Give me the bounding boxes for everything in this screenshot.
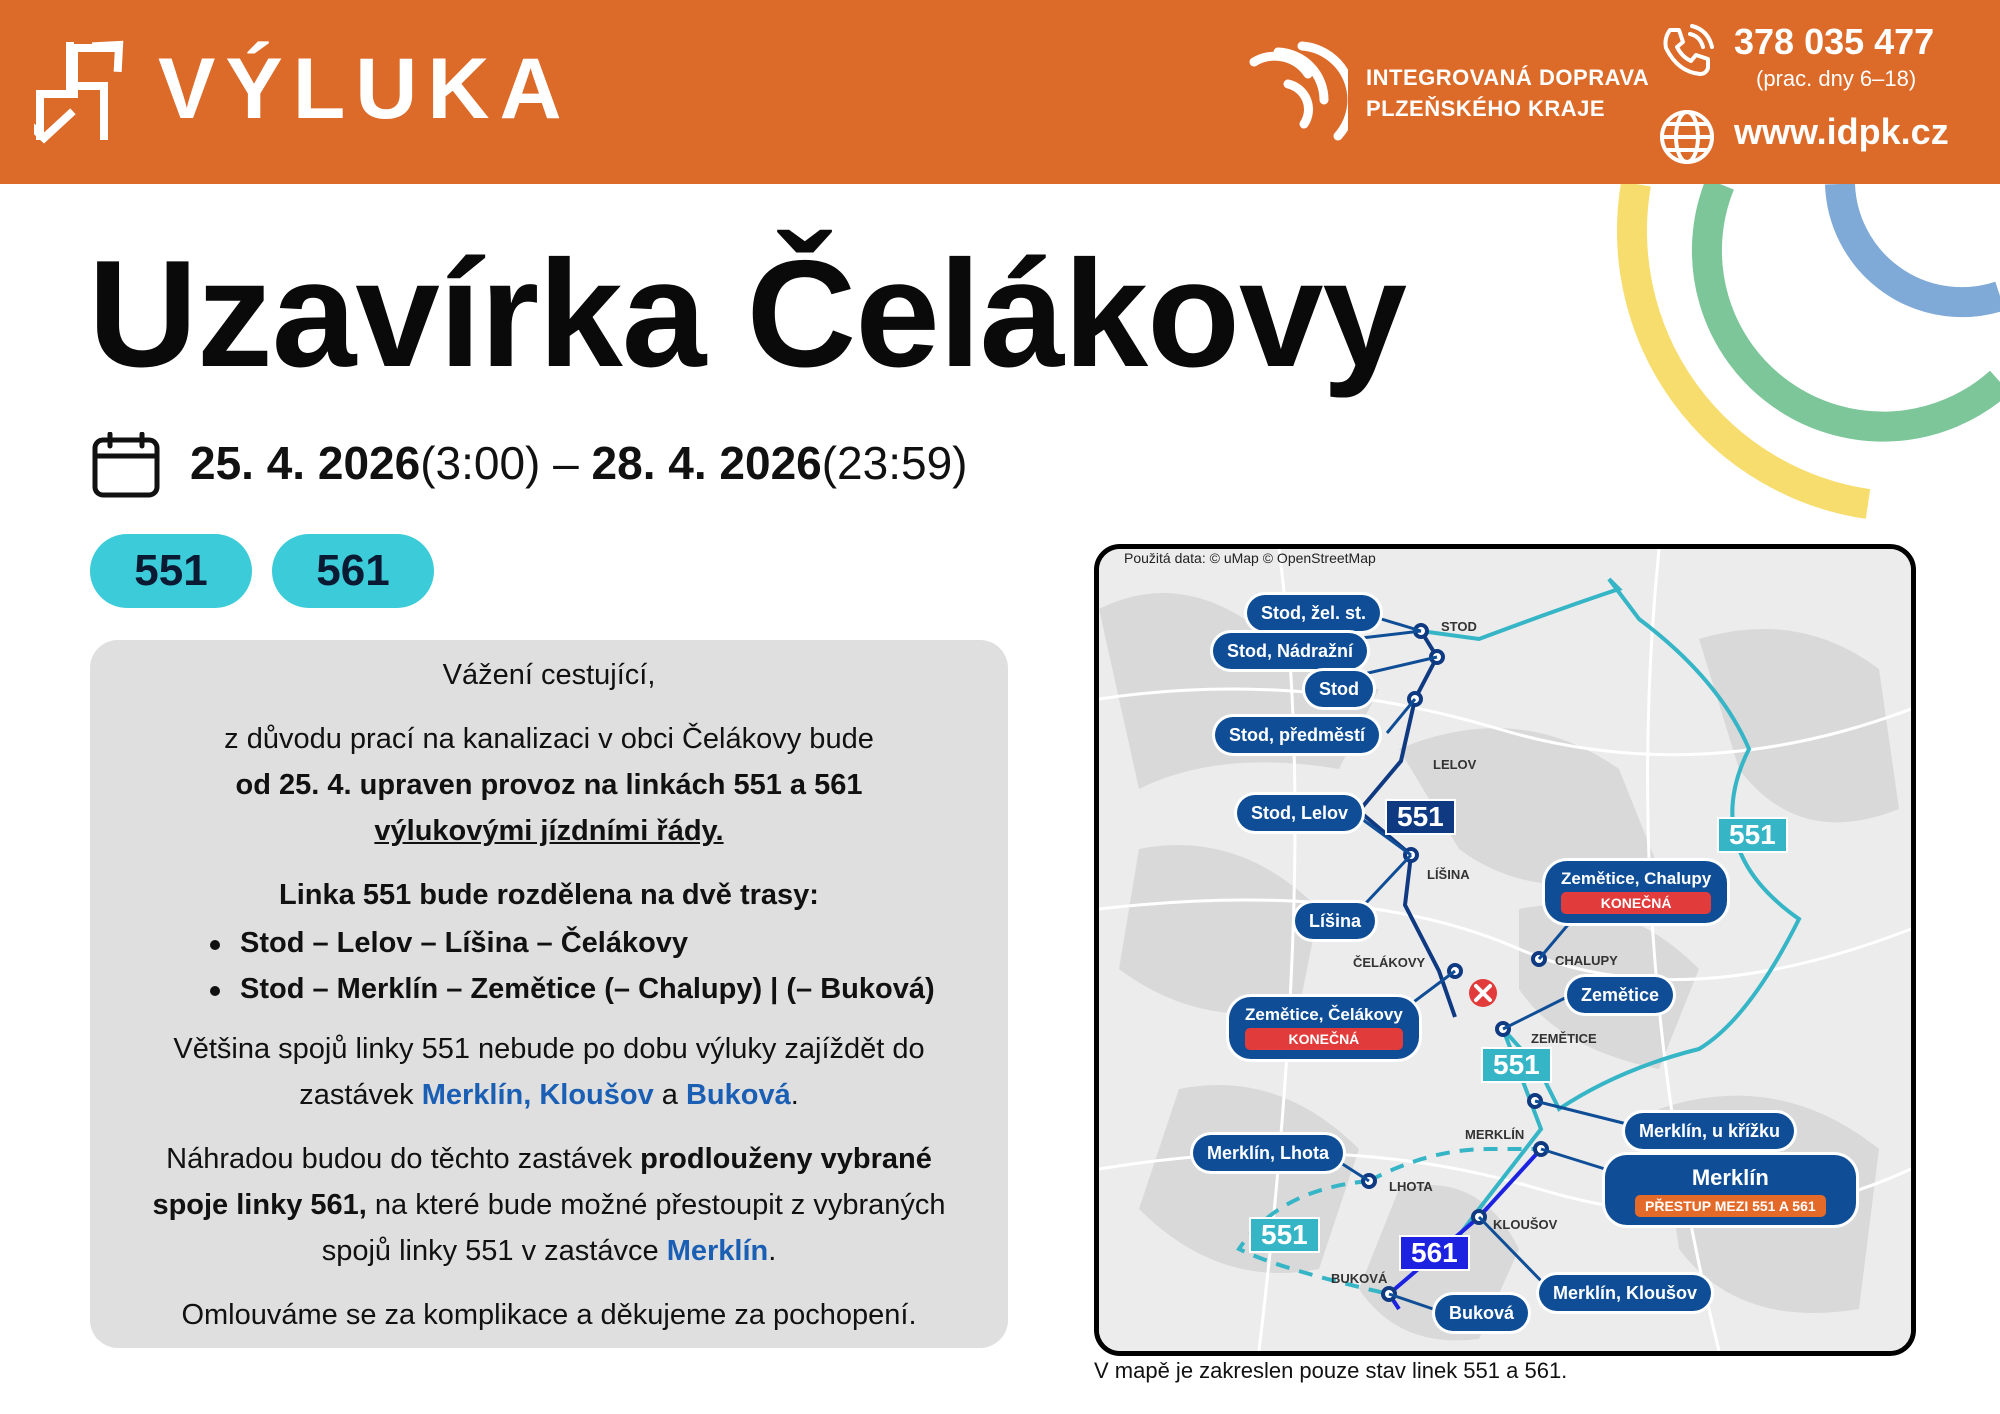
split-heading: Linka 551 bude rozdělena na dvě trasy: [279, 879, 819, 911]
route-map[interactable] [1094, 544, 1916, 1356]
place-lhota: LHOTA [1389, 1179, 1433, 1194]
notice-p3-line2 [90, 1182, 1008, 1228]
stop-bukova[interactable]: Buková [1435, 1295, 1528, 1331]
place-celakovy: ČELÁKOVY [1353, 955, 1426, 970]
closure-dates [190, 437, 968, 489]
place-zemetice: ZEMĚTICE [1531, 1031, 1597, 1046]
transfer-tag: PŘESTUP MEZI 551 A 561 [1635, 1195, 1826, 1217]
text-fragment: Náhradou budou do těchto zastávek [166, 1143, 641, 1175]
line-badge-561: 561 [272, 534, 434, 608]
stop-stod-nadrazni[interactable]: Stod, Nádražní [1213, 633, 1367, 669]
text-bold: prodlouženy vybrané [640, 1143, 932, 1175]
time-from: (3:00) [420, 437, 541, 489]
stop-stod[interactable]: Stod [1305, 671, 1373, 707]
highlight-stop: Merklín [666, 1235, 769, 1267]
organizer-name [1366, 62, 1649, 124]
stop-label-text: Zemětice, Chalupy [1561, 869, 1712, 888]
map-caption: V mapě je zakreslen pouze stav linek 551 a 561. [1094, 1358, 1568, 1383]
date-from: 25. 4. 2026 [190, 437, 421, 489]
text-fragment: . [768, 1235, 777, 1267]
place-lisina: LÍŠINA [1427, 867, 1470, 882]
globe-icon [1658, 108, 1716, 166]
notice-p1-line1: z důvodu prací na kanalizaci v obci Čelákovy bude [224, 723, 874, 755]
text-fragment: . [790, 1079, 799, 1111]
stop-stod-zel[interactable]: Stod, žel. st. [1247, 595, 1380, 631]
notice-p1-line3: výlukovými jízdními řády. [374, 815, 724, 847]
stop-merklin-krizku[interactable]: Merklín, u křížku [1625, 1113, 1794, 1149]
map-credit: Použitá data: © uMap © OpenStreetMap [1124, 550, 1376, 566]
phone-icon [1658, 24, 1714, 80]
text-bold: spoje linky 561, [152, 1189, 367, 1221]
stop-zemetice[interactable]: Zemětice [1567, 977, 1673, 1013]
text-fragment: a [653, 1079, 686, 1111]
time-to: (23:59) [821, 437, 968, 489]
stop-zemetice-celakovy[interactable] [1229, 997, 1419, 1059]
notice-p1-line2: od 25. 4. upraven provoz na linkách 551 a 561 [235, 769, 863, 801]
notice-p2-line2 [90, 1072, 1008, 1118]
line-tag-561: 561 [1399, 1235, 1470, 1271]
line-tag-551-zemetice: 551 [1481, 1047, 1552, 1083]
place-chalupy: CHALUPY [1555, 953, 1618, 968]
stop-zemetice-chalupy[interactable] [1545, 861, 1727, 923]
date-separator: – [540, 437, 592, 489]
highlight-stop: Buková [685, 1079, 791, 1111]
phone-hours: (prac. dny 6–18) [1756, 66, 1917, 91]
place-merklin: MERKLÍN [1465, 1127, 1525, 1142]
place-klousov: KLOUŠOV [1493, 1217, 1558, 1232]
calendar-icon [92, 432, 160, 498]
place-lelov: LELOV [1433, 757, 1477, 772]
line-badge-551: 551 [90, 534, 252, 608]
end-tag: KONEČNÁ [1245, 1028, 1403, 1050]
header-bar [0, 0, 2000, 184]
phone-number[interactable]: 378 035 477 [1734, 21, 1935, 62]
line-tag-551-north: 551 [1385, 799, 1456, 835]
stop-merklin-lhota[interactable]: Merklín, Lhota [1193, 1135, 1343, 1171]
organizer-line-1: INTEGROVANÁ DOPRAVA [1366, 65, 1650, 90]
notice-box [90, 640, 1008, 1348]
highlight-stops: Merklín, Kloušov [421, 1079, 654, 1111]
stop-merklin[interactable] [1605, 1155, 1856, 1225]
notice-p3-line1 [90, 1136, 1008, 1182]
stop-merklin-klousov[interactable]: Merklín, Kloušov [1539, 1275, 1711, 1311]
route-item-1: Stod – Lelov – Líšina – Čelákovy [240, 927, 689, 959]
decorative-arcs [1580, 184, 2000, 524]
vyluka-arrows-icon [34, 36, 138, 148]
stop-stod-predmesti[interactable]: Stod, předměstí [1215, 717, 1379, 753]
website-link[interactable]: www.idpk.cz [1734, 111, 1949, 152]
text-fragment: zastávek [299, 1079, 422, 1111]
notice-p2-line1: Většina spojů linky 551 nebude po dobu výluky zajíždět do [173, 1033, 925, 1065]
page-title: Uzavírka Čelákovy [88, 229, 1407, 399]
date-to: 28. 4. 2026 [591, 437, 822, 489]
route-item-2: Stod – Merklín – Zemětice (– Chalupy) | (– Buková) [240, 973, 935, 1005]
line-tag-551-east: 551 [1717, 817, 1788, 853]
text-fragment: na které bude možné přestoupit z vybraných [366, 1189, 946, 1221]
end-tag: KONEČNÁ [1561, 892, 1711, 914]
notice-closing: Omlouváme se za komplikace a děkujeme za pochopení. [181, 1299, 917, 1331]
notice-p3-line3 [90, 1228, 1008, 1274]
stop-label-text: Zemětice, Čelákovy [1245, 1005, 1403, 1024]
line-tag-551-south: 551 [1249, 1217, 1320, 1253]
stop-stod-lelov[interactable]: Stod, Lelov [1237, 795, 1362, 831]
place-stod: STOD [1441, 619, 1477, 634]
stop-lisina[interactable]: Líšina [1295, 903, 1375, 939]
notice-greeting: Vážení cestující, [442, 659, 656, 691]
text-fragment: spojů linky 551 v zastávce [321, 1235, 667, 1267]
stop-label-text: Merklín [1691, 1165, 1769, 1190]
organizer-line-2: PLZEŇSKÉHO KRAJE [1366, 96, 1606, 121]
place-bukova: BUKOVÁ [1331, 1271, 1388, 1286]
brand-title: VÝLUKA [158, 41, 572, 137]
idpk-logo-icon [1248, 40, 1348, 144]
